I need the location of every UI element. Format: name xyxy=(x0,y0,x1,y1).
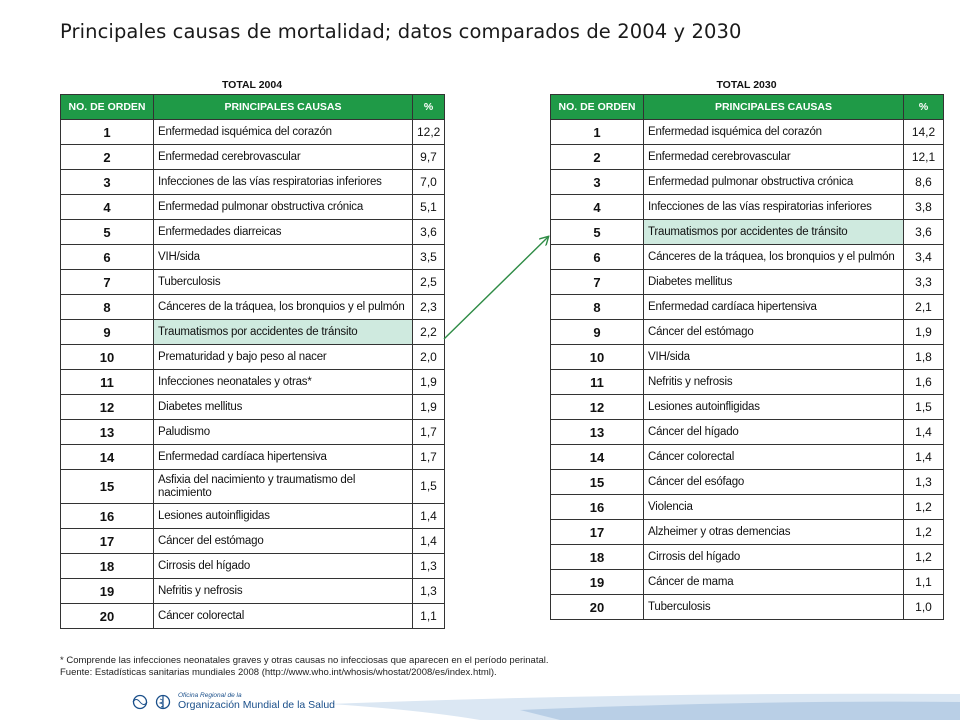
row-rank: 17 xyxy=(551,520,644,545)
row-pct: 1,4 xyxy=(413,529,445,554)
row-cause: Enfermedad pulmonar obstructiva crónica xyxy=(154,195,413,220)
header-cause: PRINCIPALES CAUSAS xyxy=(644,95,904,120)
row-rank: 6 xyxy=(61,245,154,270)
row-pct: 1,2 xyxy=(904,495,944,520)
paho-emblem-icon xyxy=(130,694,150,710)
row-pct: 2,3 xyxy=(413,295,445,320)
table-row xyxy=(61,270,445,295)
logo-main-text: Organización Mundial de la Salud xyxy=(178,699,336,711)
table-row xyxy=(551,345,944,370)
row-pct: 1,3 xyxy=(413,579,445,604)
row-rank: 8 xyxy=(61,295,154,320)
row-rank: 12 xyxy=(551,395,644,420)
row-rank: 9 xyxy=(551,320,644,345)
table-row xyxy=(61,320,445,345)
row-rank: 18 xyxy=(61,554,154,579)
row-cause: Infecciones neonatales y otras* xyxy=(154,370,413,395)
row-pct: 2,1 xyxy=(904,295,944,320)
row-pct: 1,1 xyxy=(413,604,445,629)
footnote-source: Fuente: Estadísticas sanitarias mundiales 2008 (http://www.who.int/whosis/whostat/2008/es/index.html). xyxy=(60,667,497,678)
row-pct: 9,7 xyxy=(413,145,445,170)
row-pct: 1,7 xyxy=(413,420,445,445)
table-row xyxy=(61,370,445,395)
row-pct: 1,4 xyxy=(904,420,944,445)
row-pct: 1,3 xyxy=(413,554,445,579)
row-pct: 2,2 xyxy=(413,320,445,345)
table-row xyxy=(61,395,445,420)
table-row xyxy=(551,295,944,320)
header-pct: % xyxy=(904,95,944,120)
row-pct: 1,9 xyxy=(413,370,445,395)
header-pct: % xyxy=(413,95,445,120)
row-cause: Cáncer del esófago xyxy=(644,470,904,495)
row-cause: Diabetes mellitus xyxy=(154,395,413,420)
row-cause: Violencia xyxy=(644,495,904,520)
header-cause: PRINCIPALES CAUSAS xyxy=(154,95,413,120)
row-cause: Infecciones de las vías respiratorias inferiores xyxy=(644,195,904,220)
row-cause: Enfermedades diarreicas xyxy=(154,220,413,245)
row-rank: 20 xyxy=(61,604,154,629)
row-cause: Cirrosis del hígado xyxy=(154,554,413,579)
row-rank: 6 xyxy=(551,245,644,270)
table-row xyxy=(61,554,445,579)
table-2004-caption: TOTAL 2004 xyxy=(221,79,283,91)
row-cause: Prematuridad y bajo peso al nacer xyxy=(154,345,413,370)
table-row xyxy=(61,245,445,270)
table-row xyxy=(61,195,445,220)
row-rank: 18 xyxy=(551,545,644,570)
paho-who-logo xyxy=(130,692,335,711)
row-cause: Enfermedad isquémica del corazón xyxy=(154,120,413,145)
row-rank: 5 xyxy=(61,220,154,245)
table-row xyxy=(551,470,944,495)
row-rank: 8 xyxy=(551,295,644,320)
who-emblem-icon xyxy=(153,694,173,710)
row-rank: 17 xyxy=(61,529,154,554)
header-rank: NO. DE ORDEN xyxy=(551,95,644,120)
footnote xyxy=(60,655,549,679)
table-row xyxy=(551,195,944,220)
table-row xyxy=(551,220,944,245)
row-pct: 3,6 xyxy=(904,220,944,245)
table-row xyxy=(551,145,944,170)
row-cause: Cirrosis del hígado xyxy=(644,545,904,570)
row-rank: 15 xyxy=(551,470,644,495)
table-2030 xyxy=(550,94,944,620)
table-row xyxy=(61,220,445,245)
table-row xyxy=(551,445,944,470)
row-rank: 10 xyxy=(61,345,154,370)
table-2030-caption: TOTAL 2030 xyxy=(716,79,777,91)
row-pct: 1,4 xyxy=(904,445,944,470)
row-pct: 1,1 xyxy=(904,570,944,595)
row-rank: 9 xyxy=(61,320,154,345)
table-row xyxy=(61,345,445,370)
row-rank: 1 xyxy=(551,120,644,145)
row-cause: Lesiones autoinfligidas xyxy=(154,504,413,529)
row-cause: Traumatismos por accidentes de tránsito xyxy=(154,320,413,345)
row-rank: 16 xyxy=(61,504,154,529)
logo-small-text: Oficina Regional de la xyxy=(178,692,242,699)
row-cause: Nefritis y nefrosis xyxy=(644,370,904,395)
row-rank: 19 xyxy=(551,570,644,595)
table-row xyxy=(61,529,445,554)
row-cause: VIH/sida xyxy=(644,345,904,370)
row-pct: 2,5 xyxy=(413,270,445,295)
row-rank: 7 xyxy=(551,270,644,295)
row-cause: Lesiones autoinfligidas xyxy=(644,395,904,420)
row-rank: 16 xyxy=(551,495,644,520)
row-cause: Cáncer colorectal xyxy=(644,445,904,470)
row-rank: 14 xyxy=(551,445,644,470)
table-row xyxy=(551,120,944,145)
row-pct: 12,2 xyxy=(413,120,445,145)
row-cause: Enfermedad cardíaca hipertensiva xyxy=(154,445,413,470)
row-rank: 15 xyxy=(61,470,154,504)
row-pct: 2,0 xyxy=(413,345,445,370)
row-pct: 14,2 xyxy=(904,120,944,145)
row-cause: Cáncer del hígado xyxy=(644,420,904,445)
row-pct: 1,9 xyxy=(413,395,445,420)
table-row xyxy=(61,145,445,170)
row-pct: 1,0 xyxy=(904,595,944,620)
table-2004-block xyxy=(60,76,444,629)
row-rank: 20 xyxy=(551,595,644,620)
row-rank: 1 xyxy=(61,120,154,145)
table-row xyxy=(551,420,944,445)
page-title: Principales causas de mortalidad; datos comparados de 2004 y 2030 xyxy=(60,20,742,43)
table-row xyxy=(551,395,944,420)
row-pct: 1,4 xyxy=(413,504,445,529)
row-pct: 1,2 xyxy=(904,545,944,570)
table-row xyxy=(61,504,445,529)
table-row xyxy=(551,570,944,595)
row-rank: 12 xyxy=(61,395,154,420)
row-pct: 12,1 xyxy=(904,145,944,170)
row-rank: 10 xyxy=(551,345,644,370)
table-row xyxy=(551,370,944,395)
table-row xyxy=(61,579,445,604)
row-pct: 3,6 xyxy=(413,220,445,245)
row-pct: 7,0 xyxy=(413,170,445,195)
table-row xyxy=(61,295,445,320)
row-pct: 1,6 xyxy=(904,370,944,395)
row-pct: 8,6 xyxy=(904,170,944,195)
row-cause: Asfixia del nacimiento y traumatismo del nacimiento xyxy=(154,470,413,504)
row-cause: Enfermedad cerebrovascular xyxy=(644,145,904,170)
row-cause: Enfermedad cardíaca hipertensiva xyxy=(644,295,904,320)
row-rank: 4 xyxy=(61,195,154,220)
row-cause: Cánceres de la tráquea, los bronquios y el pulmón xyxy=(644,245,904,270)
row-pct: 5,1 xyxy=(413,195,445,220)
row-pct: 1,2 xyxy=(904,520,944,545)
row-pct: 1,3 xyxy=(904,470,944,495)
footnote-asterisk: * Comprende las infecciones neonatales graves y otras causas no infecciosas que aparecen en el período perinatal. xyxy=(60,655,549,666)
row-pct: 1,8 xyxy=(904,345,944,370)
row-cause: Traumatismos por accidentes de tránsito xyxy=(644,220,904,245)
table-header-row xyxy=(551,95,944,120)
table-row xyxy=(551,170,944,195)
row-rank: 11 xyxy=(551,370,644,395)
row-cause: Cáncer colorectal xyxy=(154,604,413,629)
row-cause: Cáncer del estómago xyxy=(644,320,904,345)
row-pct: 1,7 xyxy=(413,445,445,470)
row-pct: 3,8 xyxy=(904,195,944,220)
row-rank: 19 xyxy=(61,579,154,604)
row-pct: 1,5 xyxy=(904,395,944,420)
table-header-row xyxy=(61,95,445,120)
row-cause: Cánceres de la tráquea, los bronquios y el pulmón xyxy=(154,295,413,320)
row-rank: 5 xyxy=(551,220,644,245)
table-row xyxy=(551,595,944,620)
table-row xyxy=(551,495,944,520)
table-row xyxy=(551,520,944,545)
row-cause: Infecciones de las vías respiratorias inferiores xyxy=(154,170,413,195)
row-rank: 13 xyxy=(551,420,644,445)
row-cause: Tuberculosis xyxy=(154,270,413,295)
row-cause: Enfermedad pulmonar obstructiva crónica xyxy=(644,170,904,195)
row-rank: 2 xyxy=(61,145,154,170)
row-rank: 3 xyxy=(61,170,154,195)
row-rank: 13 xyxy=(61,420,154,445)
row-rank: 4 xyxy=(551,195,644,220)
row-pct: 1,9 xyxy=(904,320,944,345)
row-rank: 11 xyxy=(61,370,154,395)
table-2030-block xyxy=(550,76,943,620)
row-cause: Enfermedad isquémica del corazón xyxy=(644,120,904,145)
header-rank: NO. DE ORDEN xyxy=(61,95,154,120)
row-cause: VIH/sida xyxy=(154,245,413,270)
row-cause: Diabetes mellitus xyxy=(644,270,904,295)
table-row xyxy=(551,270,944,295)
table-row xyxy=(61,470,445,504)
row-cause: Cáncer del estómago xyxy=(154,529,413,554)
row-cause: Nefritis y nefrosis xyxy=(154,579,413,604)
row-cause: Paludismo xyxy=(154,420,413,445)
row-pct: 3,3 xyxy=(904,270,944,295)
row-pct: 1,5 xyxy=(413,470,445,504)
row-rank: 3 xyxy=(551,170,644,195)
row-cause: Alzheimer y otras demencias xyxy=(644,520,904,545)
row-pct: 3,5 xyxy=(413,245,445,270)
table-row xyxy=(61,120,445,145)
row-rank: 14 xyxy=(61,445,154,470)
row-cause: Enfermedad cerebrovascular xyxy=(154,145,413,170)
row-rank: 2 xyxy=(551,145,644,170)
row-pct: 3,4 xyxy=(904,245,944,270)
row-rank: 7 xyxy=(61,270,154,295)
table-row xyxy=(61,445,445,470)
table-row xyxy=(551,545,944,570)
table-row xyxy=(61,420,445,445)
table-row xyxy=(61,604,445,629)
row-cause: Cáncer de mama xyxy=(644,570,904,595)
table-row xyxy=(551,245,944,270)
table-2004 xyxy=(60,94,445,629)
table-row xyxy=(61,170,445,195)
row-cause: Tuberculosis xyxy=(644,595,904,620)
table-row xyxy=(551,320,944,345)
